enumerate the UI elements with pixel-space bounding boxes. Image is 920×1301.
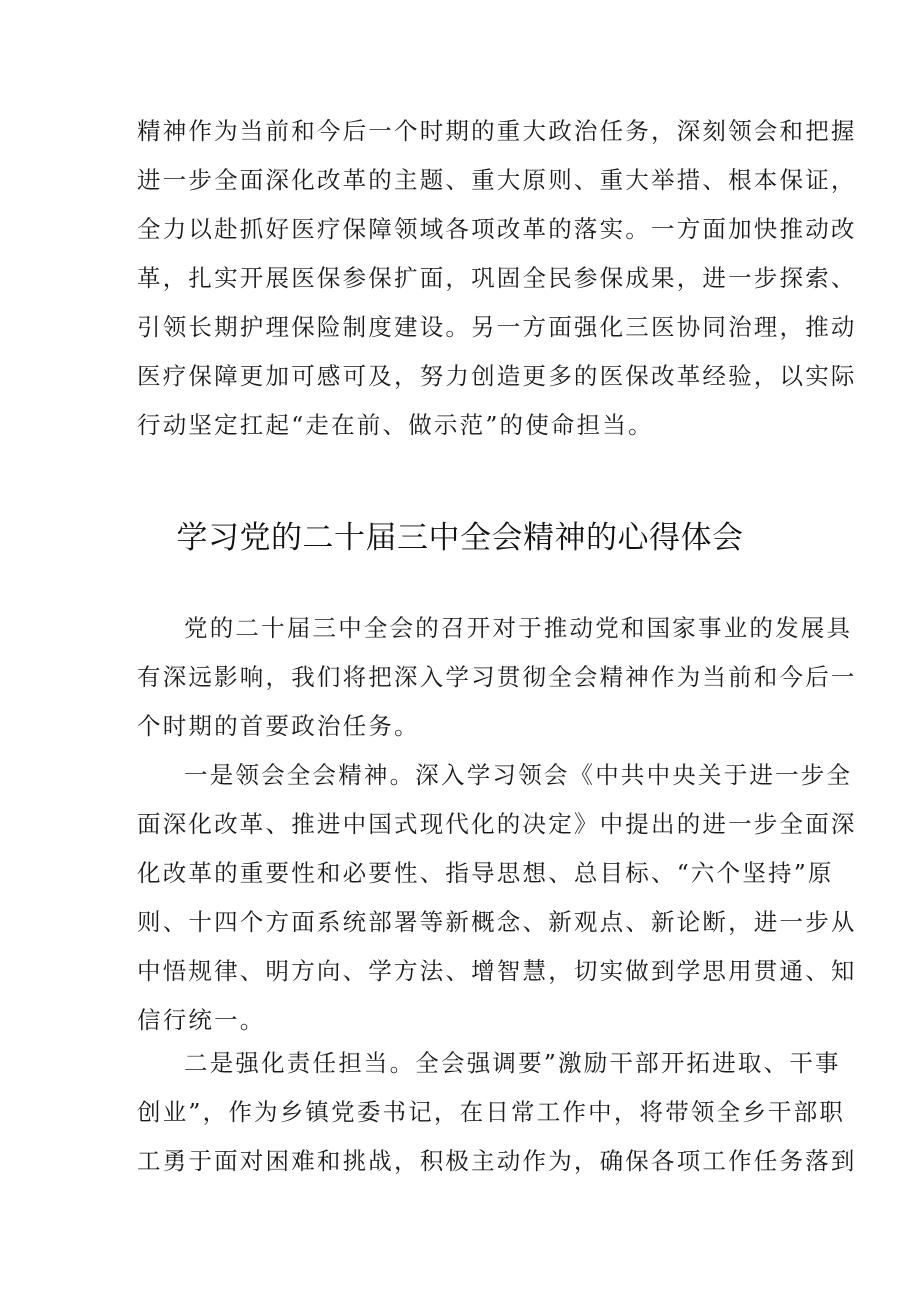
text-line: 信行统一。 — [137, 1006, 266, 1034]
text-line: 化改革的重要性和必要性、指导思想、总目标、“六个坚持”原 — [137, 859, 834, 887]
text-line: 中悟规律、明方向、学方法、增智慧，切实做到学思用贯通、知 — [137, 957, 857, 985]
paragraph-comprehend-spirit — [137, 751, 857, 1045]
text-line: 全力以赴抓好医疗保障领域各项改革的落实。一方面加快推动改 — [137, 215, 857, 243]
text-line: 党的二十届三中全会的召开对于推动党和国家事业的发展具 — [184, 614, 853, 642]
text-line: 一是领会全会精神。深入学习领会《中共中央关于进一步全 — [184, 761, 853, 789]
text-line: 革，扎实开展医保参保扩面，巩固全民参保成果，进一步探索、 — [137, 264, 857, 292]
top-paragraph — [137, 107, 857, 450]
text-line: 个时期的首要政治任务。 — [137, 712, 420, 740]
paragraph-strengthen-responsibility — [137, 1039, 857, 1186]
text-line: 进一步全面深化改革的主题、重大原则、重大举措、根本保证， — [137, 166, 857, 194]
text-line: 则、十四个方面系统部署等新概念、新观点、新论断，进一步从 — [137, 908, 857, 936]
text-line: 面深化改革、推进中国式现代化的决定》中提出的进一步全面深 — [137, 810, 857, 838]
page-title: 学习党的二十届三中全会精神的心得体会 — [176, 520, 744, 556]
text-line: 医疗保障更加可感可及，努力创造更多的医保改革经验，以实际 — [137, 362, 857, 390]
text-line: 引领长期护理保险制度建设。另一方面强化三医协同治理，推动 — [137, 313, 857, 341]
text-line: 行动坚定扛起“走在前、做示范”的使命担当。 — [137, 411, 654, 439]
text-line: 二是强化责任担当。全会强调要”激励干部开拓进取、干事 — [184, 1049, 841, 1077]
text-line: 有深远影响，我们将把深入学习贯彻全会精神作为当前和今后一 — [137, 663, 857, 691]
text-line: 精神作为当前和今后一个时期的重大政治任务，深刻领会和把握 — [137, 117, 857, 145]
text-line: 工勇于面对困难和挑战，积极主动作为，确保各项工作任务落到 — [137, 1147, 857, 1175]
paragraph-intro — [137, 604, 857, 751]
text-line: 创业”，作为乡镇党委书记，在日常工作中，将带领全乡干部职 — [137, 1098, 846, 1126]
